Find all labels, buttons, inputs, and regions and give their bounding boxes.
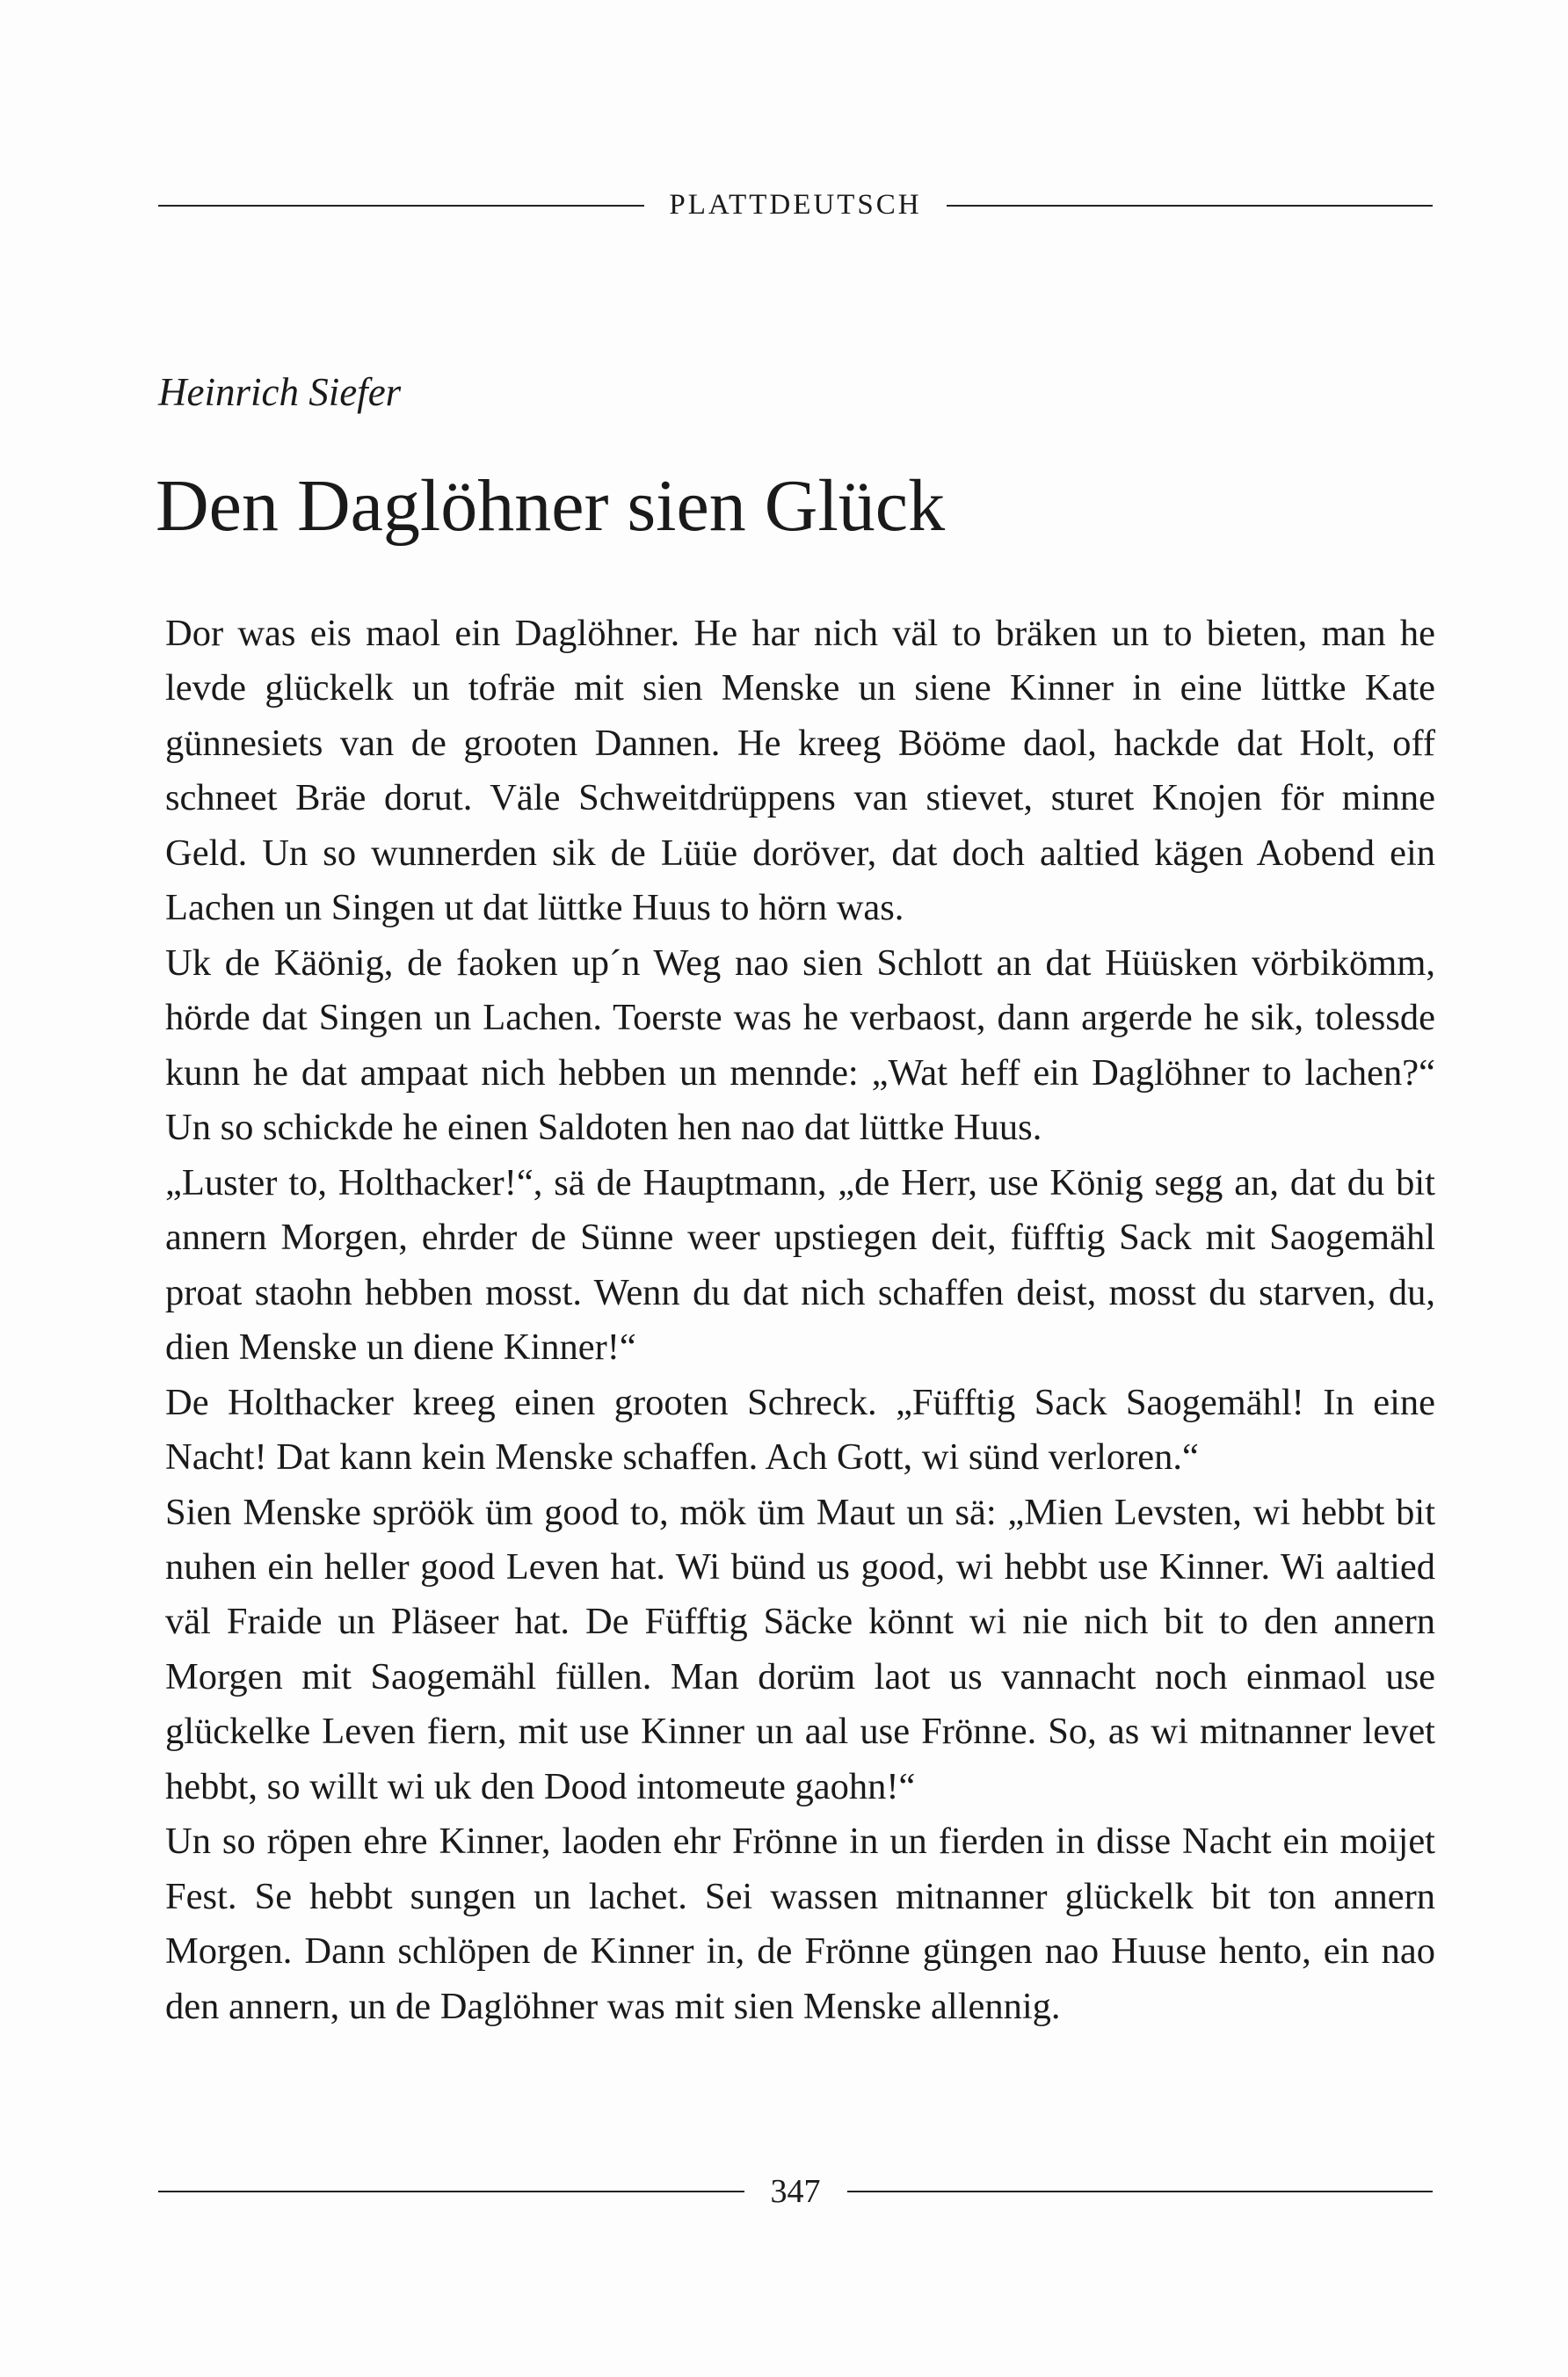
page-number: 347 bbox=[770, 2173, 821, 2210]
header-rule-left bbox=[158, 205, 644, 207]
section-title: PLATTDEUTSCH bbox=[669, 189, 922, 221]
paragraph: Uk de Käönig, de faoken up´n Weg nao sien Schlott an dat Hüüsken vörbikömm, hörde dat Singen un Lachen. Toerste was he verbaost, dann argerde he sik, tolessde kunn he dat ampaat nich hebben un mennde: „Wat heff ein Daglöhner to lachen?“ Un so schickde he einen Saldoten hen nao dat lüttke Huus. bbox=[165, 941, 1435, 1149]
article-title: Den Daglöhner sien Glück bbox=[156, 465, 946, 547]
footer-rule-left bbox=[158, 2191, 744, 2192]
running-header bbox=[158, 189, 1433, 222]
paragraph: De Holthacker kreeg einen grooten Schreck. „Füfftig Sack Saogemähl! In eine Nacht! Dat kann kein Menske schaffen. Ach Gott, wi sünd verloren.“ bbox=[165, 1381, 1435, 1479]
article-body bbox=[165, 607, 1435, 2034]
author-name: Heinrich Siefer bbox=[158, 370, 402, 414]
paragraph: Un so röpen ehre Kinner, laoden ehr Frönne in un fierden in disse Nacht ein moijet Fest. Se hebbt sungen un lachet. Sei wassen mitnanner glückelk bit ton annern Morgen. Dann schlöpen de Kinner in, de Frönne güngen nao Huuse hento, ein nao den annern, un de Daglöhner was mit sien Menske allennig. bbox=[165, 1821, 1435, 2027]
paragraph: „Luster to, Holthacker!“, sä de Hauptmann, „de Herr, use König segg an, dat du bit annern Morgen, ehrder de Sünne weer upstiegen deit, füfftig Sack mit Saogemähl proat staohn hebben mosst. Wenn du dat nich schaffen deist, mosst du starven, du, dien Menske un diene Kinner!“ bbox=[165, 1161, 1435, 1369]
paragraph: Dor was eis maol ein Daglöhner. He har nich väl to bräken un to bieten, man he levde glückelk un tofräe mit sien Menske un siene Kinner in eine lüttke Kate günnesiets van de grooten Dannen. He kreeg Bööme daol, hackde dat Holt, off schneet Bräe dorut. Väle Schweitdrüppens van stievet, sturet Knojen för minne Geld. Un so wunnerden sik de Lüüe doröver, dat doch aaltied kägen Aobend ein Lachen un Singen ut dat lüttke Huus to hörn was. bbox=[165, 613, 1435, 929]
page-footer bbox=[158, 2172, 1433, 2211]
paragraph: Sien Menske spröök üm good to, mök üm Maut un sä: „Mien Levsten, wi hebbt bit nuhen ein heller good Leven hat. Wi bünd us good, wi hebbt use Kinner. Wi aaltied väl Fraide un Pläseer hat. De Füfftig Säcke könnt wi nie nich bit to den annern Morgen mit Saogemähl füllen. Man dorüm laot us vannacht noch einmaol use glückelke Leven fiern, mit use Kinner un aal use Frönne. So, as wi mitnanner levet hebbt, so willt wi uk den Dood intomeute gaohn!“ bbox=[165, 1491, 1435, 1807]
footer-rule-right bbox=[847, 2191, 1434, 2192]
header-rule-right bbox=[947, 205, 1433, 207]
